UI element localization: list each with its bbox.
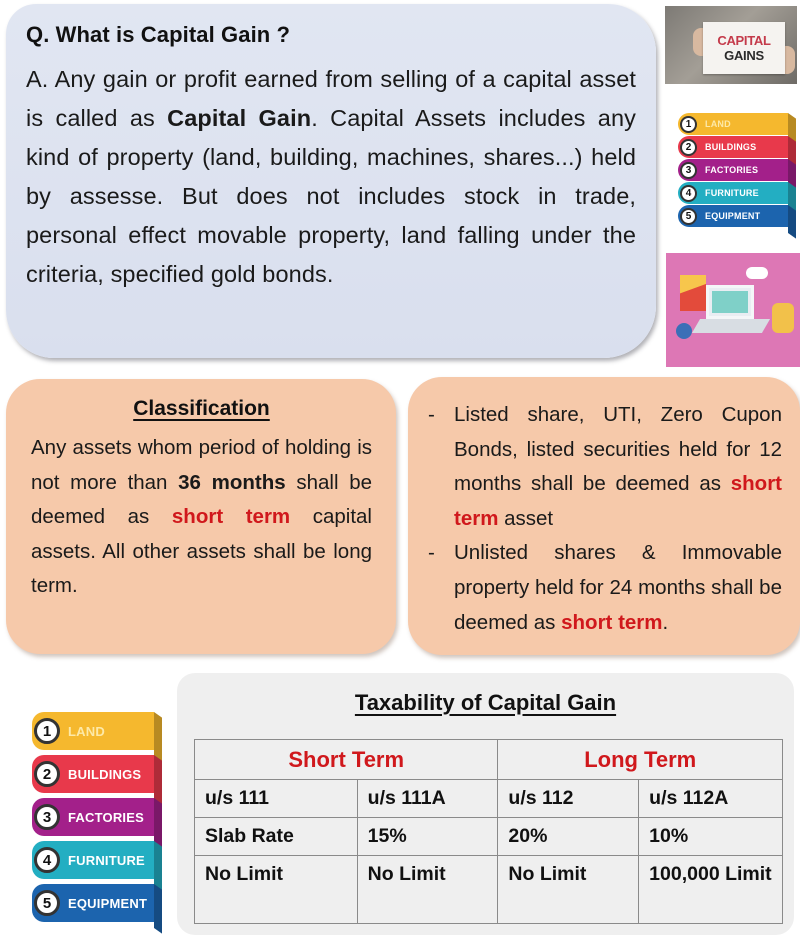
capital-gains-sign-image bbox=[665, 6, 797, 84]
answer-text-prefix: A. Any gain or profit earned from selling of a capital asset is called as bbox=[26, 66, 636, 131]
cloud-icon bbox=[746, 267, 768, 279]
table-cell: 20% bbox=[498, 818, 639, 856]
rule-text bbox=[454, 536, 782, 640]
rule-item-unlisted bbox=[426, 536, 782, 640]
table-cell: 15% bbox=[357, 818, 498, 856]
holding-period-bold: 36 months bbox=[178, 470, 286, 494]
asset-label: EQUIPMENT bbox=[68, 895, 148, 911]
asset-item-furniture bbox=[676, 182, 794, 204]
table-row-limit bbox=[195, 856, 783, 924]
table-cell: No Limit bbox=[357, 856, 498, 924]
laptop-screen bbox=[712, 291, 748, 313]
asset-item-buildings bbox=[30, 755, 160, 793]
chart-graphic-icon bbox=[680, 275, 706, 311]
table-cell: No Limit bbox=[195, 856, 358, 924]
capital-gain-definition-card bbox=[6, 4, 656, 358]
holding-period-rules-card bbox=[408, 377, 800, 655]
asset-item-land bbox=[30, 712, 160, 750]
answer-text-suffix: . Capital Assets includes any kind of property (land, building, machines, shares...) held by assesse. But does not includes stock in trade, personal effect movable property, land falling under the criteria, specified gold bonds. bbox=[26, 105, 636, 287]
table-row-rate bbox=[195, 818, 783, 856]
asset-item-equipment bbox=[676, 205, 794, 227]
answer-bold-term: Capital Gain bbox=[167, 105, 312, 131]
short-term-header: Short Term bbox=[195, 740, 498, 780]
asset-item-buildings bbox=[676, 136, 794, 158]
asset-label: EQUIPMENT bbox=[705, 211, 761, 221]
taxability-card bbox=[177, 673, 794, 935]
long-term-header: Long Term bbox=[498, 740, 783, 780]
classification-card bbox=[6, 379, 396, 654]
taxability-table bbox=[194, 739, 783, 924]
classification-text-part: Any assets whom period of holding is not more than bbox=[31, 436, 372, 494]
table-cell: No Limit bbox=[498, 856, 639, 924]
rule-text bbox=[454, 398, 782, 536]
asset-label: LAND bbox=[705, 119, 731, 129]
asset-label: FURNITURE bbox=[705, 188, 759, 198]
asset-types-list-small bbox=[676, 113, 794, 228]
asset-types-list-large bbox=[30, 712, 160, 927]
bullet-dash: - bbox=[428, 541, 435, 565]
asset-item-factories bbox=[30, 798, 160, 836]
table-cell: u/s 112 bbox=[498, 780, 639, 818]
asset-item-factories bbox=[676, 159, 794, 181]
sign-line-capital: CAPITAL bbox=[717, 33, 771, 48]
answer-text bbox=[26, 60, 636, 294]
asset-item-land bbox=[676, 113, 794, 135]
asset-label: FACTORIES bbox=[705, 165, 759, 175]
asset-label: BUILDINGS bbox=[705, 142, 757, 152]
asset-label: BUILDINGS bbox=[68, 766, 142, 782]
asset-label: LAND bbox=[68, 723, 105, 739]
number-badge: 2 bbox=[680, 139, 697, 156]
table-cell: u/s 111A bbox=[357, 780, 498, 818]
number-badge: 4 bbox=[34, 847, 60, 873]
classification-text bbox=[31, 431, 372, 604]
coins-icon bbox=[772, 303, 794, 333]
table-cell: 10% bbox=[639, 818, 783, 856]
table-cell: 100,000 Limit bbox=[639, 856, 783, 924]
short-term-highlight: short term bbox=[171, 505, 291, 529]
number-badge: 5 bbox=[34, 890, 60, 916]
number-badge: 2 bbox=[34, 761, 60, 787]
rule-item-listed bbox=[426, 398, 782, 536]
finance-tech-illustration bbox=[666, 253, 800, 367]
table-cell: u/s 111 bbox=[195, 780, 358, 818]
rule-text-suffix: . bbox=[662, 610, 669, 634]
asset-item-furniture bbox=[30, 841, 160, 879]
table-cell: u/s 112A bbox=[639, 780, 783, 818]
number-badge: 1 bbox=[34, 718, 60, 744]
rule-text-main: Listed share, UTI, Zero Cupon Bonds, listed securities held for 12 months shall be deemed as bbox=[454, 403, 782, 496]
gear-icon bbox=[676, 323, 692, 339]
rule-text-main: Unlisted shares & Immovable property held for 24 months shall be deemed as bbox=[454, 541, 782, 634]
asset-label: FURNITURE bbox=[68, 852, 145, 868]
classification-text-part: shall be deemed as bbox=[31, 470, 372, 529]
laptop-keyboard bbox=[692, 319, 770, 333]
number-badge: 3 bbox=[680, 162, 697, 179]
number-badge: 5 bbox=[680, 208, 697, 225]
short-term-highlight: short term bbox=[561, 610, 663, 634]
number-badge: 1 bbox=[680, 116, 697, 133]
classification-title: Classification bbox=[133, 397, 270, 420]
asset-label: FACTORIES bbox=[68, 809, 144, 825]
laptop-icon bbox=[706, 285, 754, 319]
question-heading: Q. What is Capital Gain ? bbox=[26, 22, 291, 47]
short-term-highlight: short term bbox=[454, 472, 782, 530]
classification-text-part: capital assets. All other assets shall be long term. bbox=[31, 505, 372, 598]
number-badge: 4 bbox=[680, 185, 697, 202]
bullet-dash: - bbox=[428, 403, 435, 426]
taxability-title: Taxability of Capital Gain bbox=[354, 690, 617, 715]
table-cell: Slab Rate bbox=[195, 818, 358, 856]
asset-item-equipment bbox=[30, 884, 160, 922]
sign-line-gains: GAINS bbox=[724, 48, 764, 63]
rule-text-suffix: asset bbox=[498, 506, 554, 530]
table-header-row bbox=[195, 740, 783, 780]
table-row-section bbox=[195, 780, 783, 818]
rules-list bbox=[426, 398, 782, 640]
sign-card bbox=[703, 22, 785, 74]
number-badge: 3 bbox=[34, 804, 60, 830]
